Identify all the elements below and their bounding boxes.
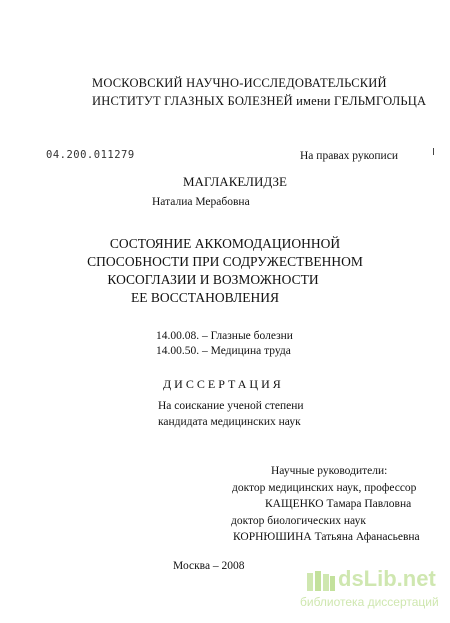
- watermark-caption: библиотека диссертаций: [300, 595, 439, 609]
- edge-mark: [433, 148, 434, 155]
- specialty-2: 14.00.50. – Медицина труда: [156, 345, 291, 357]
- dissertation-title-line-3: КОСОГЛАЗИИ И ВОЗМОЖНОСТИ: [107, 272, 319, 287]
- manuscript-note: На правах рукописи: [300, 150, 398, 162]
- degree-line-1: На соискание ученой степени: [158, 400, 304, 412]
- place-year: Москва – 2008: [173, 560, 245, 572]
- dissertation-title-line-4: ЕЕ ВОССТАНОВЛЕНИЯ: [130, 290, 280, 305]
- watermark-logo: dsLib.net: [338, 566, 436, 591]
- institution-line-2: ИНСТИТУТ ГЛАЗНЫХ БОЛЕЗНЕЙ имени ГЕЛЬМГОЛЬЦА: [92, 94, 427, 108]
- author-surname: МАГЛАКЕЛИДЗЕ: [183, 174, 287, 189]
- supervisor-2-title: доктор биологических наук: [231, 515, 366, 527]
- degree-line-2: кандидата медицинских наук: [158, 416, 301, 428]
- books-icon: [306, 570, 336, 592]
- dissertation-title-line-2: СПОСОБНОСТИ ПРИ СОДРУЖЕСТВЕННОМ: [87, 254, 363, 269]
- watermark: [300, 566, 446, 612]
- supervisors-heading: Научные руководители:: [271, 465, 388, 477]
- author-given-names: Наталиа Мерабовна: [152, 196, 250, 208]
- specialty-1: 14.00.08. – Глазные болезни: [156, 330, 293, 342]
- supervisor-2-name: КОРНЮШИНА Татьяна Афанасьевна: [233, 531, 420, 543]
- institution-line-1: МОСКОВСКИЙ НАУЧНО-ИССЛЕДОВАТЕЛЬСКИЙ: [92, 76, 387, 90]
- supervisor-1-title: доктор медицинских наук, профессор: [232, 482, 417, 494]
- dissertation-title-line-1: СОСТОЯНИЕ АККОМОДАЦИОННОЙ: [109, 236, 341, 251]
- library-stamp: 04.200.011279: [46, 149, 135, 161]
- supervisor-1-name: КАЩЕНКО Тамара Павловна: [265, 498, 412, 510]
- document-type: ДИССЕРТАЦИЯ: [163, 377, 284, 391]
